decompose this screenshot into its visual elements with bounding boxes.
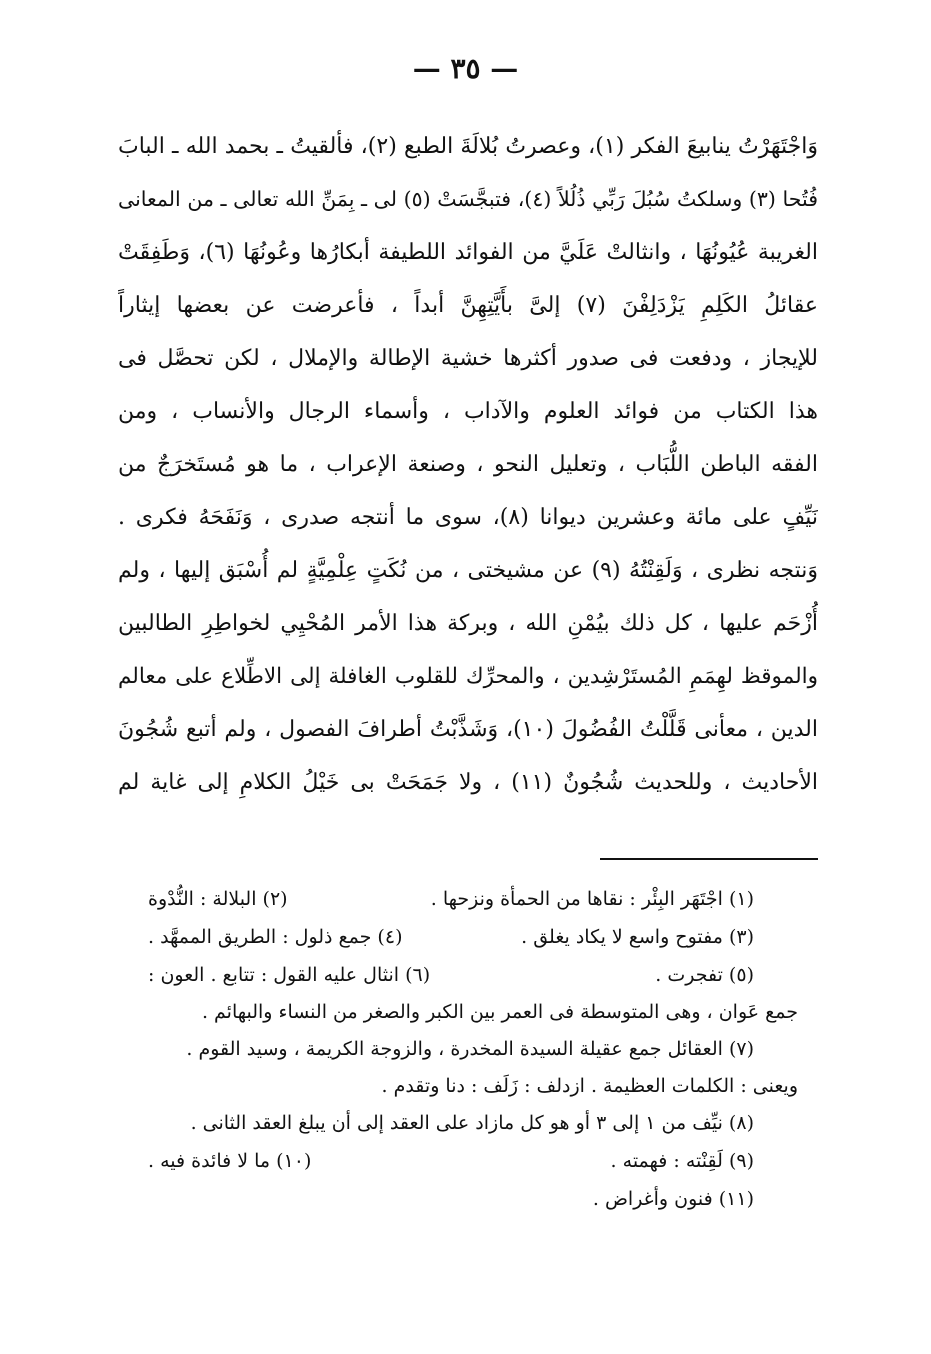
footnote-7: (٧) العقائل جمع عقيلة السيدة المخدرة ، والزوجة الكريمة ، وسيد القوم . <box>186 1038 754 1060</box>
footnote-4: (٤) جمع ذلول : الطريق الممهَّد . <box>148 926 403 948</box>
footnote-5: (٥) تفجرت . <box>655 964 754 986</box>
text-line: نَيِّفٍ على مائة وعشرين ديوانا (٨)، سوى ما أنتجه صدرى ، وَنَفَحَهُ فكرى . <box>118 505 818 530</box>
page-number: — ٣٥ — <box>412 52 519 85</box>
footnote-7-continuation: ويعنى : الكلمات العظيمة . ازدلف : زَلَف : دنا وتقدم . <box>381 1075 798 1097</box>
main-text <box>118 120 818 809</box>
footnote-6: (٦) انثال عليه القول : تتابع . العون : <box>148 964 431 986</box>
footnote-3: (٣) مفتوح واسع لا يكاد يغلق . <box>521 926 754 948</box>
text-line: الدين ، معأنى قَلَّلْتُ الفُضُولَ (١٠)، وَشَذَّبْتُ أطرافَ الفصول ، ولم أتبع شُجُونَ <box>118 717 818 742</box>
text-line: الغريبة عُيُونُهَا ، وانثالتْ عَلَيَّ من الفوائد اللطيفة أبكارُها وعُونُهَا (٦)، وَطَفِقَتْ <box>118 240 818 265</box>
footnote-9: (٩) لَقِنْته : فهمته . <box>610 1150 754 1172</box>
footnote-6-continuation: جمع عَوان ، وهى المتوسطة فى العمر بين الكبر والصغر من النساء والبهائم . <box>201 1001 798 1023</box>
footnote-11: (١١) فنون وأغراض . <box>592 1188 754 1210</box>
footnote-10: (١٠) ما لا فائدة فيه . <box>148 1150 312 1172</box>
footnote-8: (٨) نيِّف من ١ إلى ٣ أو هو كل مازاد على العقد إلى أن يبلغ العقد الثانى . <box>190 1112 754 1134</box>
text-line: الفقه الباطن اللُّبَاب ، وتعليل النحو ، وصنعة الإعراب ، ما هو مُستَخرَجٌ من <box>118 452 818 477</box>
text-line: وَاجْتَهَرْتُ ينابيعَ الفكر (١)، وعصرتُ بُلالَةَ الطبع (٢)، فألقيتُ ـ بحمد الله ـ البابَ <box>118 134 818 159</box>
text-line: الأحاديث ، وللحديث شُجُونٌ (١١) ، ولا جَمَحَتْ بى خَيْلُ الكلامِ إلى غاية لم <box>118 770 818 795</box>
text-line: وَنتجه نظرى ، وَلَقِنْتُهُ (٩) عن مشيختى ، من نُكَتٍ عِلْمِيَّةٍ لم أُسْبَق إليها ، ولم <box>118 558 818 583</box>
text-line: هذا الكتاب من فوائد العلوم والآداب ، وأسماء الرجال والأنساب ، ومن <box>118 399 818 424</box>
text-line: للإيجاز ، ودفعت فى صدور أكثرها خشية الإطالة والإملال ، لكن تحصَّل فى <box>118 346 818 371</box>
footnote-row <box>118 880 818 918</box>
text-line: أُزْحَم عليها ، كل ذلك بيُمْنِ الله ، وبركة هذا الأمر المُحْيِي لخواطِرِ الطالبين <box>118 611 818 636</box>
footnote-divider <box>600 858 818 860</box>
text-line: فُتُحا (٣) وسلكتُ سُبُلَ رَبِّي ذُلُلاً (٤)، فتبجَّسَتْ (٥) لى ـ بِمَنِّ الله تعالى ـ من المعانى <box>118 187 818 211</box>
footnote-row <box>118 956 818 994</box>
footnotes <box>118 880 818 1218</box>
footnote-row <box>118 1142 818 1180</box>
footnote-2: (٢) البلالة : النُّدْوة <box>148 888 288 910</box>
text-line: والموقظ لهِمَمِ المُستَرْشِدين ، والمحرِّك للقلوب الغافلة إلى الاطِّلاع على معالم <box>118 664 818 689</box>
footnote-row <box>118 918 818 956</box>
text-line: عقائلُ الكَلِمِ يَزْدَلِفْنَ (٧) إلىَّ بأَيَّتِهِنَّ أبداً ، فأعرضت عن بعضها إيثاراً <box>118 293 818 318</box>
footnote-1: (١) اجْتَهَر البِئْر : نقاها من الحمأة ونزحها . <box>430 888 754 910</box>
